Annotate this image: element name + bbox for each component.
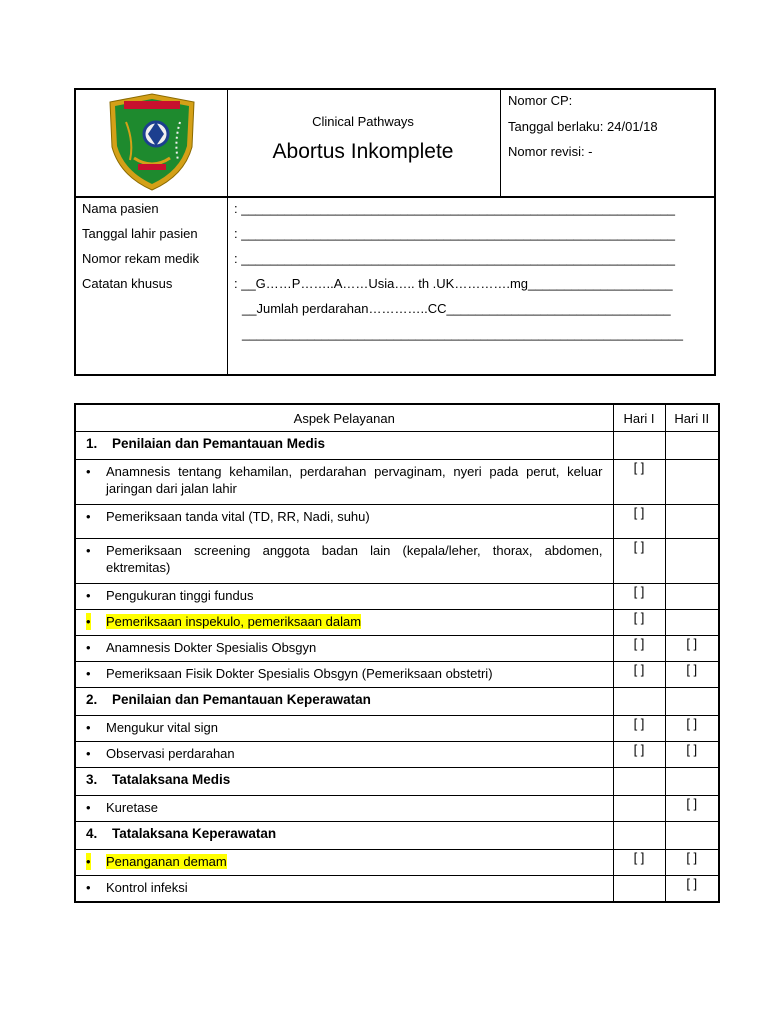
tanggal-berlaku: Tanggal berlaku: 24/01/18 bbox=[508, 119, 658, 134]
table-row bbox=[75, 460, 719, 505]
bullet-icon: • bbox=[86, 666, 91, 681]
table-row bbox=[75, 716, 719, 742]
item-text: Observasi perdarahan bbox=[106, 746, 235, 761]
bullet-icon: • bbox=[86, 464, 91, 479]
item-text: Pemeriksaan Fisik Dokter Spesialis Obsgyn (Pemeriksaan obstetri) bbox=[106, 666, 493, 681]
col-header-aspek: Aspek Pelayanan bbox=[75, 404, 613, 432]
checkbox-hari1[interactable] bbox=[613, 796, 665, 822]
checkbox-hari2[interactable] bbox=[665, 505, 719, 539]
extra-notes-line[interactable]: _____________________________________________________________ bbox=[242, 326, 684, 341]
bullet-icon: • bbox=[86, 746, 91, 761]
item-text: Pengukuran tinggi fundus bbox=[106, 588, 254, 603]
bullet-icon: • bbox=[86, 800, 91, 815]
table-row bbox=[75, 876, 719, 903]
section-row bbox=[75, 822, 719, 850]
section-row bbox=[75, 432, 719, 460]
table-row bbox=[75, 584, 719, 610]
regional-government-shield-logo bbox=[104, 92, 200, 192]
bullet-icon: • bbox=[86, 588, 91, 603]
header-divider-right bbox=[500, 90, 501, 197]
bullet-icon: • bbox=[86, 854, 91, 869]
checkbox-hari1[interactable]: [ ] bbox=[613, 636, 665, 662]
table-row bbox=[75, 636, 719, 662]
section-title: Tatalaksana Medis bbox=[112, 772, 231, 787]
medical-record-field[interactable]: : ____________________________________________________________ bbox=[234, 251, 676, 266]
section-number: 3. bbox=[86, 772, 98, 787]
checkbox-hari2[interactable]: [ ] bbox=[665, 850, 719, 876]
checkbox-hari1[interactable]: [ ] bbox=[613, 539, 665, 584]
checkbox-hari1[interactable]: [ ] bbox=[613, 742, 665, 768]
checkbox-hari1[interactable]: [ ] bbox=[613, 850, 665, 876]
section-row bbox=[75, 768, 719, 796]
section-title: Tatalaksana Keperawatan bbox=[112, 826, 277, 841]
section-row bbox=[75, 688, 719, 716]
bleeding-amount-field[interactable]: __Jumlah perdarahan…………..CC_______________________________ bbox=[242, 301, 671, 316]
col-header-hari1: Hari I bbox=[613, 404, 665, 432]
patient-birthdate-label: Tanggal lahir pasien bbox=[82, 226, 198, 241]
patient-name-field[interactable]: : ____________________________________________________________ bbox=[234, 201, 676, 216]
item-text-highlighted: Pemeriksaan inspekulo, pemeriksaan dalam bbox=[106, 614, 362, 629]
section-number: 1. bbox=[86, 436, 98, 451]
patient-birthdate-field[interactable]: : ____________________________________________________________ bbox=[234, 226, 676, 241]
special-notes-field[interactable]: : __G……P……..A……Usia….. th .UK………….mg____________________ bbox=[234, 276, 673, 291]
clinical-pathways-subtitle: Clinical Pathways bbox=[312, 114, 414, 129]
nomor-cp: Nomor CP: bbox=[508, 93, 573, 108]
table-row bbox=[75, 662, 719, 688]
checkbox-hari1[interactable]: [ ] bbox=[613, 584, 665, 610]
checkbox-hari1[interactable]: [ ] bbox=[613, 460, 665, 505]
checkbox-hari1[interactable]: [ ] bbox=[613, 610, 665, 636]
patient-name-label: Nama pasien bbox=[82, 201, 159, 216]
item-text: Mengukur vital sign bbox=[106, 720, 218, 735]
checkbox-hari2[interactable] bbox=[665, 460, 719, 505]
header-divider-horizontal bbox=[76, 196, 716, 198]
bullet-icon: • bbox=[86, 614, 91, 629]
checkbox-hari1[interactable]: [ ] bbox=[613, 505, 665, 539]
checkbox-hari2[interactable]: [ ] bbox=[665, 742, 719, 768]
item-text-highlighted: Penanganan demam bbox=[106, 854, 227, 869]
checkbox-hari2[interactable]: [ ] bbox=[665, 716, 719, 742]
col-header-hari2: Hari II bbox=[665, 404, 719, 432]
checkbox-hari2[interactable] bbox=[665, 610, 719, 636]
section-title: Penilaian dan Pemantauan Medis bbox=[112, 436, 326, 451]
special-notes-label: Catatan khusus bbox=[82, 276, 173, 291]
checkbox-hari2[interactable] bbox=[665, 584, 719, 610]
checkbox-hari1[interactable] bbox=[613, 876, 665, 903]
table-row bbox=[75, 539, 719, 584]
checkbox-hari2[interactable]: [ ] bbox=[665, 636, 719, 662]
header-box bbox=[74, 88, 716, 376]
bullet-icon: • bbox=[86, 720, 91, 735]
checkbox-hari1[interactable]: [ ] bbox=[613, 716, 665, 742]
section-title: Penilaian dan Pemantauan Keperawatan bbox=[112, 692, 371, 707]
checkbox-hari2[interactable] bbox=[665, 539, 719, 584]
table-row bbox=[75, 610, 719, 636]
nomor-revisi: Nomor revisi: - bbox=[508, 144, 593, 159]
item-text: Kuretase bbox=[106, 800, 159, 815]
medical-record-label: Nomor rekam medik bbox=[82, 251, 200, 266]
section-number: 4. bbox=[86, 826, 98, 841]
service-aspects-table bbox=[74, 403, 720, 903]
header-divider-left bbox=[227, 90, 228, 376]
checkbox-hari2[interactable]: [ ] bbox=[665, 876, 719, 903]
checkbox-hari2[interactable]: [ ] bbox=[665, 662, 719, 688]
checkbox-hari2[interactable]: [ ] bbox=[665, 796, 719, 822]
bullet-icon: • bbox=[86, 880, 91, 895]
bullet-icon: • bbox=[86, 543, 91, 558]
bullet-icon: • bbox=[86, 509, 91, 524]
bullet-icon: • bbox=[86, 640, 91, 655]
table-row bbox=[75, 505, 719, 539]
item-text: Pemeriksaan screening anggota badan lain (kepala/leher, thorax, abdomen, ektremitas) bbox=[106, 543, 603, 575]
item-text: Kontrol infeksi bbox=[106, 880, 188, 895]
item-text: Anamnesis Dokter Spesialis Obsgyn bbox=[106, 640, 317, 655]
checkbox-hari1[interactable]: [ ] bbox=[613, 662, 665, 688]
table-row bbox=[75, 796, 719, 822]
document-title: Abortus Inkomplete bbox=[272, 140, 454, 163]
item-text: Pemeriksaan tanda vital (TD, RR, Nadi, suhu) bbox=[106, 509, 370, 524]
table-row bbox=[75, 742, 719, 768]
table-row bbox=[75, 850, 719, 876]
section-number: 2. bbox=[86, 692, 98, 707]
item-text: Anamnesis tentang kehamilan, perdarahan pervaginam, nyeri pada perut, keluar jaringan dari jalan lahir bbox=[106, 464, 603, 496]
